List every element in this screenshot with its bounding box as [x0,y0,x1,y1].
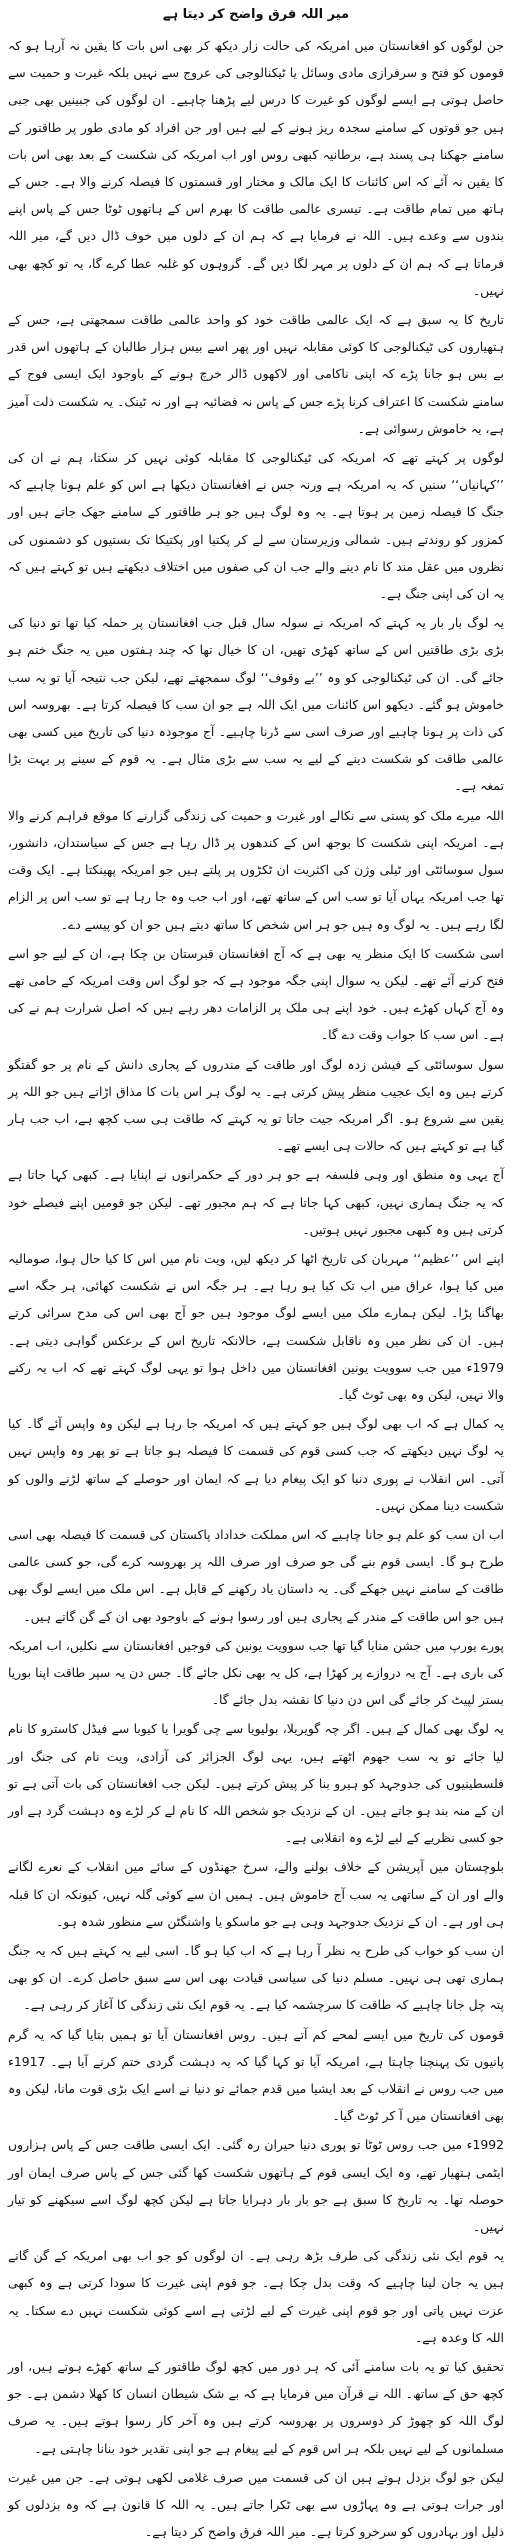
article-paragraph: یہ لوگ بار بار یہ کہتے کہ امریکہ نے سولہ سال قبل جب افغانستان پر حملہ کیا تھا تو دنیا کی بڑی بڑی طاقتیں اس کے ساتھ کھڑی تھیں، ان کا خیال تھا کہ چند ہفتوں میں یہ جنگ ختم ہو جائے گی۔ ان کی ٹیکنالوجی کو وہ ’’بے وقوف‘‘ لوگ سمجھتے تھے، لیکن جب نتیجہ آیا تو یہ سب خاموش ہو گئے۔ دیکھو اس کائنات میں ایک اللہ ہے جو ان سب کا فیصلہ کرتا ہے۔ بھروسہ اس کی ذات پر ہونا چاہیے اور صرف اسی سے ڈرنا چاہیے۔ آج موجودہ دنیا کی تاریخ میں کسی بھی عالمی طاقت کو شکست دینے کے لیے یہ سب سے بڑی مثال ہے۔ یہ قوم کے سینے پر بہت بڑا تمغہ ہے۔ [8,615,504,794]
article-paragraph: تحقیق کیا تو یہ بات سامنے آئی کہ ہر دور میں کچھ لوگ طاقتور کے ساتھ کھڑے ہوتے ہیں، اور کچھ حق کے ساتھ۔ اللہ نے قرآن میں فرمایا ہے کہ بے شک شیطان انسان کا کھلا دشمن ہے۔ جو لوگ اللہ کو چھوڑ کر دوسروں پر بھروسہ کرتے ہیں وہ آخر کار رسوا ہوتے ہیں۔ یہ صرف مسلمانوں کے لیے نہیں بلکہ ہر اس قوم کے لیے پیغام ہے جو اپنی تقدیر خود بنانا چاہتی ہے۔ [8,2359,504,2456]
article-paragraph: اسی شکست کا ایک منظر یہ بھی ہے کہ آج افغانستان قبرستان بن چکا ہے، ان کے لیے جو اسے فتح کرنے آئے تھے۔ لیکن یہ سوال اپنی جگہ موجود ہے کہ جو لوگ اس وقت امریکہ کے حامی تھے وہ آج کہاں کھڑے ہیں۔ خود اپنے ہی ملک پر الزامات دھر رہے ہیں کہ اصل شرارت ہم نے کی ہے۔ اس سب کا جواب وقت دے گا۔ [8,945,504,1043]
article-paragraph: ان سب کو خواب کی طرح یہ نظر آ رہا ہے کہ اب کیا ہو گا۔ اسی لیے یہ کہتے ہیں کہ یہ جنگ ہماری تھی ہی نہیں۔ مسلم دنیا کی سیاسی قیادت بھی اس سے سبق حاصل کرے۔ ان کو بھی پتہ چل جانا چاہیے کہ طاقت کا سرچشمہ کیا ہے۔ یہ قوم ایک نئی زندگی کا آغاز کر رہی ہے۔ [8,1943,504,2013]
article-paragraph: جن لوگوں کو افغانستان میں امریکہ کی حالت زار دیکھ کر بھی اس بات کا یقین نہ آرہا ہو کہ قوموں کو فتح و سرفرازی مادی وسائل یا ٹیکنالوجی کی عروج سے نہیں بلکہ غیرت و حمیت سے حاصل ہوتی ہے ایسے لوگوں کو غیرت کا درس لیے پڑھنا چاہیے۔ ان لوگوں کی جبینیں بھی جبی ہیں جو قوتوں کے سامنے سجدہ ریز ہونے کے لیے ہیں اور جن افراد کو مادی طور پر طاقتور کے سامنے جھکنا ہی پسند ہے، برطانیہ کبھی روس اور اب امریکہ کی شکست کے بعد بھی اس بات کا یقین نہ آئے کہ اس کائنات کا ایک مالک و مختار اور قسمتوں کا فیصلہ کرنے والا ہے۔ جس کے ہاتھ میں تمام طاقت ہے۔ تیسری عالمی طاقت کا بھرم اس کے ہاتھوں ٹوٹا جس کے پاس اپنے بندوں سے وعدے ہیں۔ اللہ نے فرمایا ہے کہ ہم ان کے دلوں میں خوف ڈال دیں گے، میر اللہ فرماتا ہے کہ ہم ان کے دلوں پر مہر لگا دیں گے۔ گروہوں کو غلبہ عطا کرے گا، یہ تو کچھ بھی نہیں۔ [8,38,504,298]
article-body [8,32,504,2547]
article-paragraph: تاریخ کا یہ سبق ہے کہ ایک عالمی طاقت خود کو واحد عالمی طاقت سمجھتی ہے، جس کے ہتھیاروں کی ٹیکنالوجی کا کوئی مقابلہ نہیں اور پھر اسے بیس ہزار طالبان کے ہاتھوں اس قدر بے بس ہو جانا پڑے کہ اپنی ناکامی اور لاکھوں ڈالر خرچ ہونے کے باوجود ایک ایسی فوج کے سامنے شکست کا اعتراف کرنا پڑے جس کے پاس نہ فضائیہ ہے اور نہ ٹینک۔ یہ شکست ذلت آمیز ہے، یہ خاموش رسوائی ہے۔ [8,312,504,436]
article-paragraph: لوگوں پر کہتے تھے کہ امریکہ کی ٹیکنالوجی کا مقابلہ کوئی نہیں کر سکتا، ہم نے ان کی ’’کہانیاں‘‘ سنیں کہ یہ امریکہ ہے ورنہ جس نے افغانستان دیکھا ہے اس کو علم ہونا چاہیے کہ جنگ کا فیصلہ زمین پر ہوتا ہے۔ یہ وہ لوگ ہیں جو ہر طاقتور کے سامنے جھک جاتے ہیں اور کمزور کو روندتے ہیں۔ شمالی وزیرستان سے لے کر پکتیا اور پکتیکا تک بستیوں کو دشمنوں کی نظروں میں عقل مند کا نام دینے والے جب ان کی صفوں میں اختلاف دیکھتے ہیں تو کہتے ہیں کہ یہ ان کی اپنی جنگ ہے۔ [8,450,504,602]
article-title: میر اللہ فرق واضح کر دیتا ہے [162,7,350,22]
article-paragraph: آج یہی وہ منطق اور وہی فلسفہ ہے جو ہر دور کے حکمرانوں نے اپنایا ہے۔ کبھی کہا جاتا ہے کہ یہ جنگ ہماری نہیں، کبھی کہا جاتا ہے کہ ہم مجبور تھے۔ لیکن جو قومیں اپنے فیصلے خود کرتی ہیں وہ کبھی مجبور نہیں ہوتیں۔ [8,1167,504,1237]
article-paragraph: بلوچستان میں آپریشن کے خلاف بولنے والے، سرخ جھنڈوں کے سائے میں انقلاب کے نعرے لگانے والے اور ان کے ساتھی یہ سب آج خاموش ہیں۔ ہمیں ان سے کوئی گلہ نہیں، کیونکہ ان کا قبلہ ہی اور ہے۔ ان کے نزدیک جدوجہد وہی ہے جو ماسکو یا واشنگٹن سے منظور شدہ ہو۔ [8,1859,504,1929]
article-paragraph: 1992ء میں جب روس ٹوٹا تو پوری دنیا حیران رہ گئی۔ ایک ایسی طاقت جس کے پاس ہزاروں ایٹمی ہتھیار تھے، وہ ایک ایسی قوم کے ہاتھوں شکست کھا گئی جس کے پاس صرف ایمان اور حوصلہ تھا۔ یہ تاریخ کا سبق ہے جو بار بار دہرایا جاتا ہے لیکن کچھ لوگ اسے سیکھنے کو تیار نہیں۔ [8,2137,504,2235]
article-paragraph: یہ قوم ایک نئی زندگی کی طرف بڑھ رہی ہے۔ ان لوگوں کو جو اب بھی امریکہ کے گن گاتے ہیں یہ جان لینا چاہیے کہ وقت بدل چکا ہے۔ جو قوم اپنی غیرت کا سودا کرتی ہے وہ کبھی عزت نہیں پاتی اور جو قوم اپنی غیرت کے لیے لڑتی ہے اسے کوئی شکست نہیں دے سکتا۔ یہ اللہ کا وعدہ ہے۔ [8,2248,504,2345]
article-paragraph: یہ لوگ بھی کمال کے ہیں۔ اگر چہ گویریلا، بولیویا سے چی گویرا یا کیوبا سے فیڈل کاسترو کا نام لیا جائے تو یہ سب جھوم اٹھتے ہیں، یہی لوگ الجزائر کی آزادی، ویت نام کی جنگ اور فلسطینیوں کی جدوجہد کو ہیرو بنا کر پیش کرتے ہیں۔ لیکن جب افغانستان کی بات آتی ہے تو ان کے منہ بند ہو جاتے ہیں۔ ان کے نزدیک جو شخص اللہ کا نام لے کر لڑے وہ دہشت گرد ہے اور جو کسی نظریے کے لیے لڑے وہ انقلابی ہے۔ [8,1721,504,1846]
article-paragraph: اللہ میرے ملک کو پستی سے نکالے اور غیرت و حمیت کی زندگی گزارنے کا موقع فراہم کرنے والا ہے۔ امریکہ اپنی شکست کا بوجھ اس کے کندھوں پر ڈال رہا ہے جس کے سیاستدان، دانشور، سول سوسائٹی اور ٹیلی وژن کی اکثریت ان ٹکڑوں پر پلتے ہیں جو امریکہ پھینکتا ہے۔ ایک وقت تھا جب امریکہ یہاں آیا تو سب اس کے ساتھ تھے، اور اب جب وہ جا رہا ہے تو سب اس پر الزام لگا رہے ہیں۔ یہ لوگ وہ ہیں جو ہر اس شخص کا ساتھ دیتے ہیں جو ان کو پیسے دے۔ [8,807,504,932]
article-paragraph: قوموں کی تاریخ میں ایسے لمحے کم آتے ہیں۔ روس افغانستان آیا تو ہمیں بتایا گیا کہ یہ گرم پانیوں تک پہنچنا چاہتا ہے، امریکہ آیا تو کہا گیا کہ یہ دہشت گردی ختم کرنے آیا ہے۔ 1917ء میں جب روس نے انقلاب کے بعد ایشیا میں قدم جمائے تو دنیا نے اسے ایک بڑی قوت مانا، لیکن وہ بھی افغانستان میں آ کر ٹوٹ گیا۔ [8,2026,504,2124]
article-paragraph: لیکن جو لوگ بزدل ہوتے ہیں ان کی قسمت میں صرف غلامی لکھی ہوتی ہے۔ جن میں غیرت اور جرات ہوتی ہے وہ پہاڑوں سے بھی ٹکرا جاتے ہیں۔ یہ اللہ کا قانون ہے کہ وہ بزدلوں کو ذلیل اور بہادروں کو سرخرو کرتا ہے۔ میر اللہ فرق واضح کر دیتا ہے۔ [8,2469,504,2540]
article-paragraph: یہ کمال ہے کہ اب بھی لوگ ہیں جو کہتے ہیں کہ امریکہ جا رہا ہے لیکن وہ واپس آئے گا۔ کیا یہ لوگ نہیں دیکھتے کہ جب کسی قوم کی قسمت کا فیصلہ ہو جاتا ہے تو پھر وہ واپس نہیں آتی۔ اس انقلاب نے پوری دنیا کو ایک پیغام دیا ہے کہ ایمان اور حوصلے کے ساتھ لڑنے والوں کو شکست دینا ممکن نہیں۔ [8,1416,504,1513]
article-paragraph: سول سوسائٹی کے فیشن زدہ لوگ اور طاقت کے مندروں کے پجاری دانش کے نام پر جو گفتگو کرتے ہیں وہ ایک عجیب منظر پیش کرتی ہے۔ یہ لوگ ہر اس بات کا مذاق اڑاتے ہیں جو اللہ پر یقین سے شروع ہو۔ اگر امریکہ جیت جاتا تو یہ کہتے کہ طاقت ہی سب کچھ ہے، اب جب ہار گیا ہے تو کہتے ہیں کہ حالات ہی ایسے تھے۔ [8,1056,504,1154]
article-paragraph: پورے یورپ میں جشن منایا گیا تھا جب سوویت یونین کی فوجیں افغانستان سے نکلیں، اب امریکہ کی باری ہے۔ آج یہ دروازے پر کھڑا ہے، کل یہ بھی نکل جائے گا۔ جس دن یہ سپر طاقت اپنا بوریا بستر لپیٹ کر جائے گی اس دن دنیا کا نقشہ بدل جائے گا۔ [8,1637,504,1708]
article-paragraph: اب ان سب کو علم ہو جانا چاہیے کہ اس مملکت خداداد پاکستان کی قسمت کا فیصلہ بھی اسی طرح ہو گا۔ ایسی قوم بنے گی جو صرف اور صرف اللہ پر بھروسہ کرے گی، جو کسی عالمی طاقت کے سامنے نہیں جھکے گی۔ یہ داستان یاد رکھنے کے قابل ہے۔ اس ملک میں ایسے لوگ بھی ہیں جو اس طاقت کے مندر کے پجاری ہیں اور رسوا ہونے کے باوجود بھی ان کے گن گاتے ہیں۔ [8,1526,504,1624]
article-paragraph: اپنے اس ’’عظیم‘‘ مہربان کی تاریخ اٹھا کر دیکھ لیں، ویت نام میں اس کا کیا حال ہوا، صومالیہ میں کیا ہوا، عراق میں اب تک کیا ہو رہا ہے۔ ہر جگہ اس نے شکست کھائی، ہر جگہ اسے بھاگنا پڑا۔ لیکن ہمارے ملک میں ایسے لوگ موجود ہیں جو آج بھی اس کی مدح سرائی کرتے ہیں۔ ان کی نظر میں وہ ناقابل شکست ہے، حالانکہ تاریخ اس کے برعکس گواہی دیتی ہے۔ 1979ء میں جب سوویت یونین افغانستان میں داخل ہوا تو یہی لوگ کہتے تھے کہ اب یہ رکنے والا نہیں، لیکن وہ بھی ٹوٹ گیا۔ [8,1250,504,1402]
